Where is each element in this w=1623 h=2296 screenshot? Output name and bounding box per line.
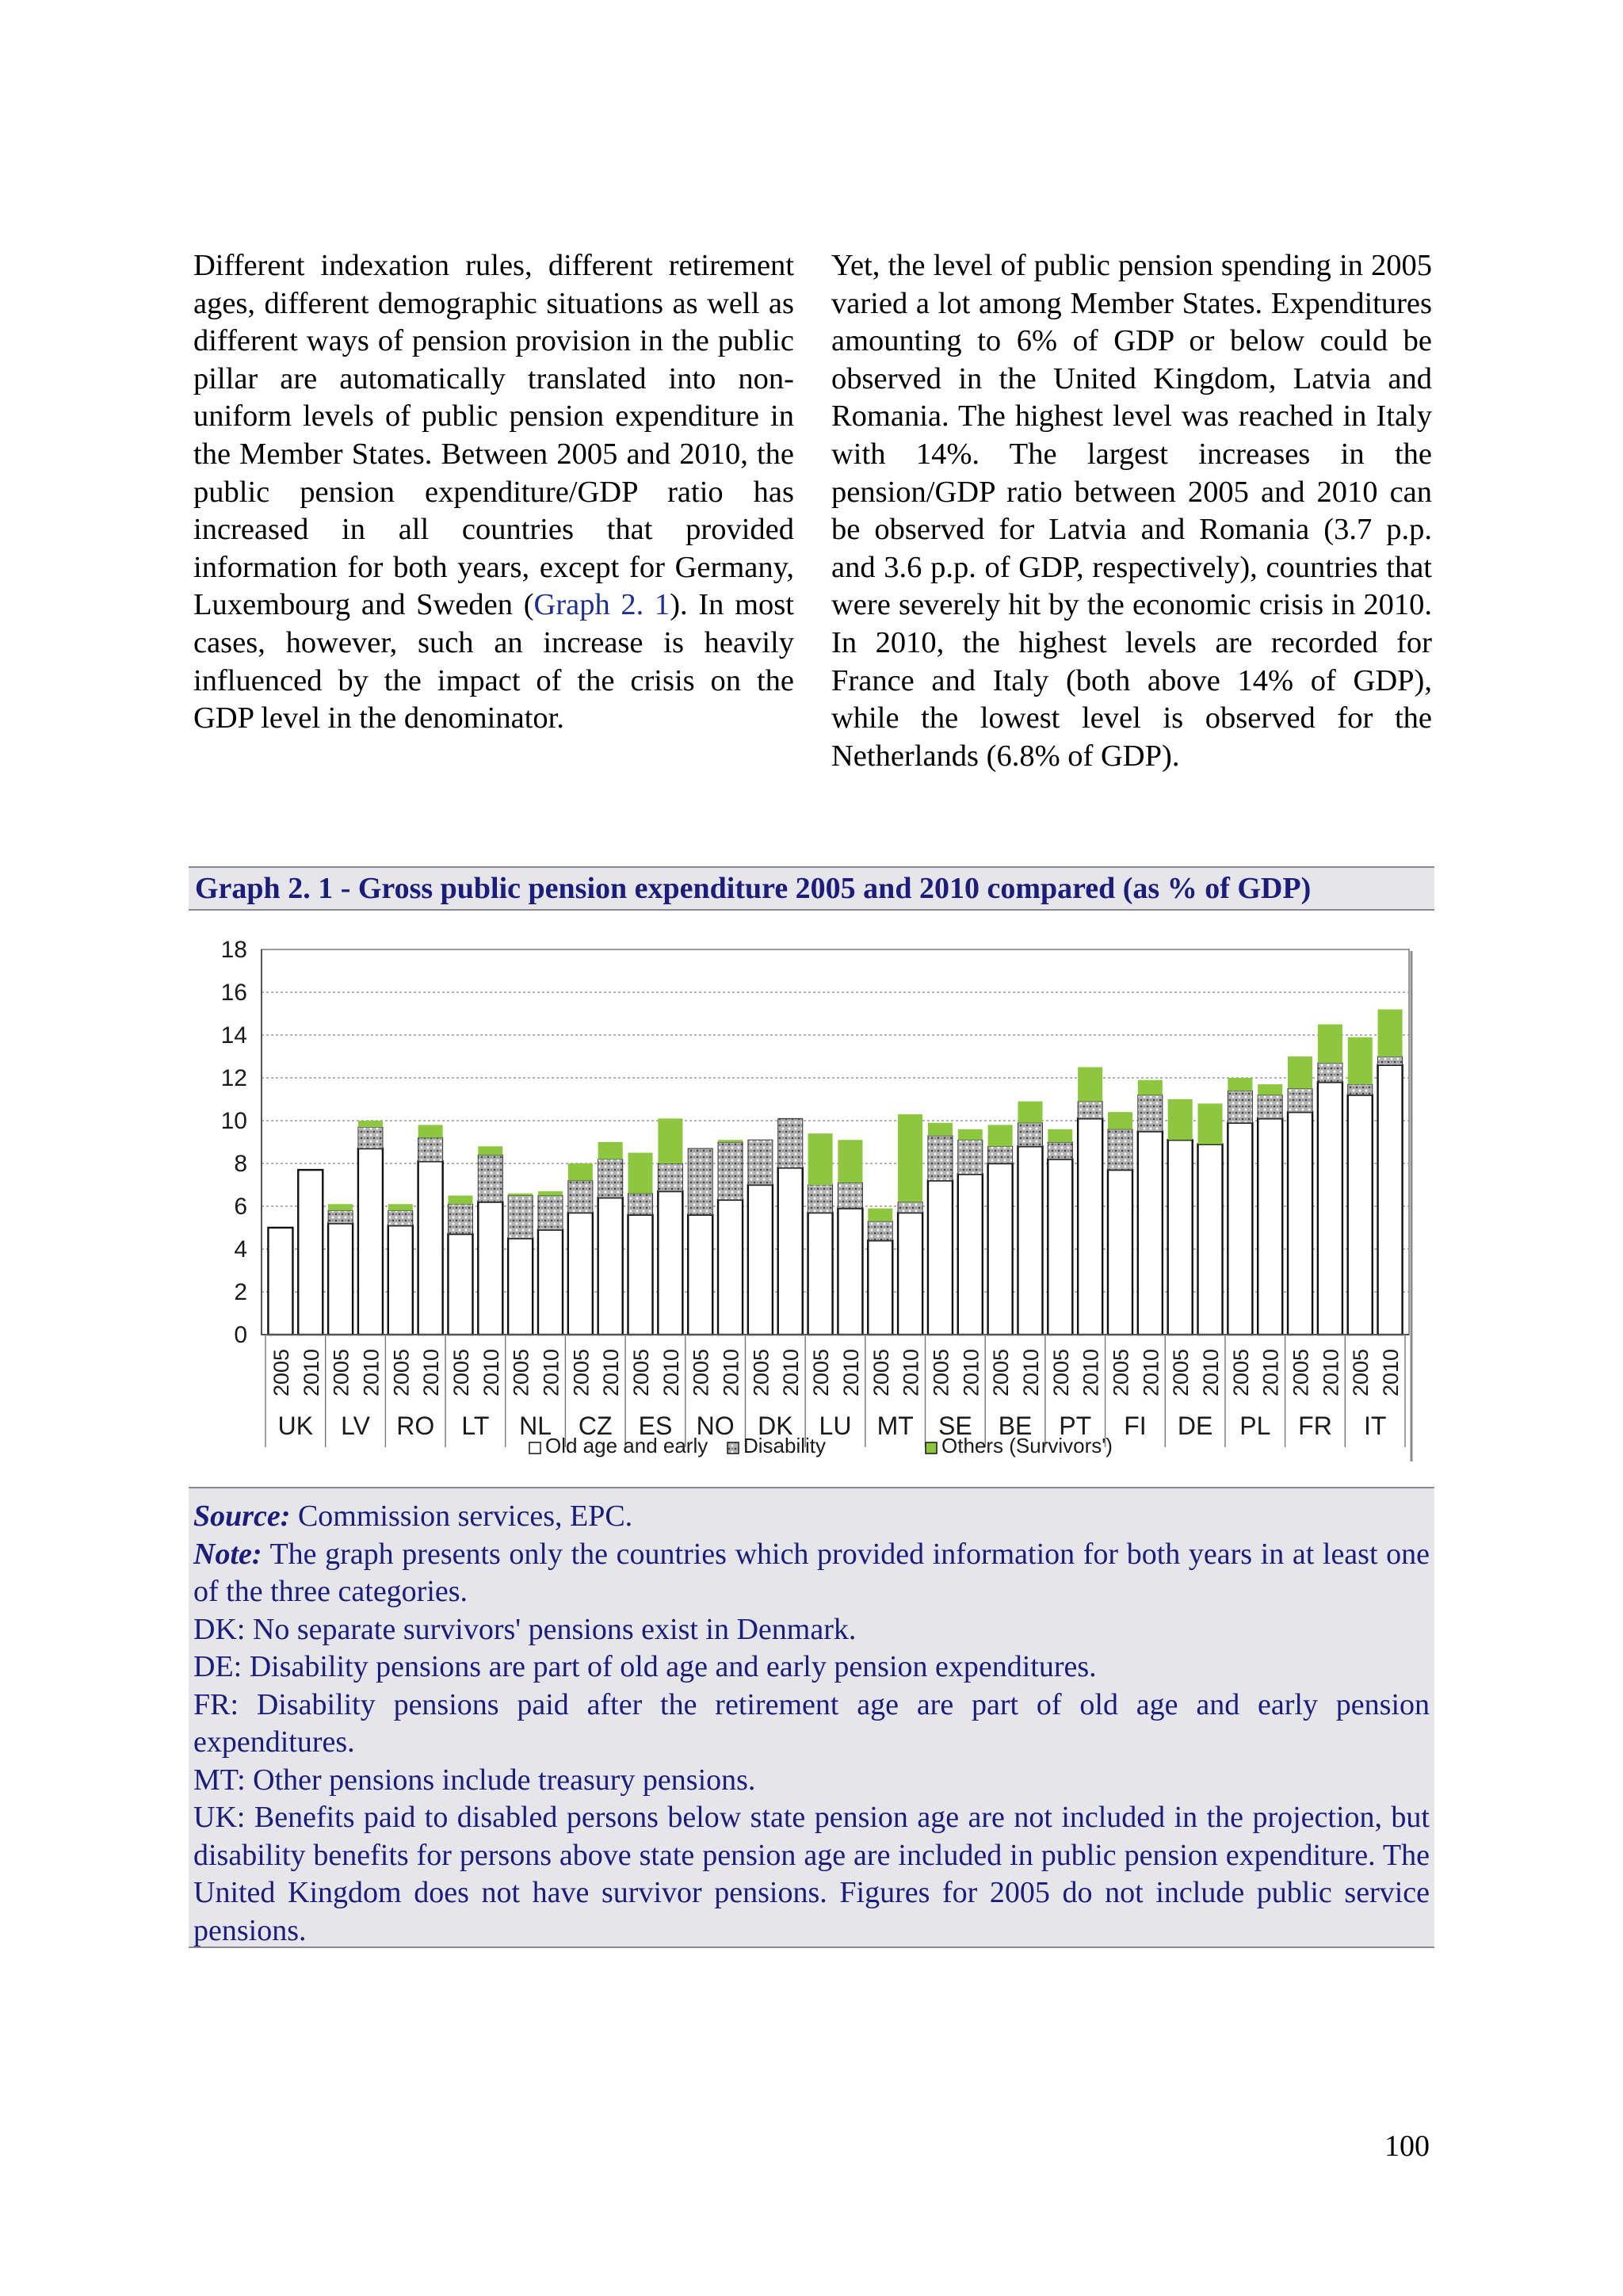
bar-old-age xyxy=(1078,1118,1102,1335)
year-tick-label: 2010 xyxy=(1079,1348,1103,1397)
year-tick-label: 2010 xyxy=(959,1348,983,1397)
bar-old-age xyxy=(1138,1132,1163,1335)
y-tick-label: 12 xyxy=(220,1065,247,1091)
bar-old-age xyxy=(868,1240,892,1335)
source-line xyxy=(193,1498,1430,1536)
bar-old-age xyxy=(568,1213,593,1335)
year-tick-label: 2010 xyxy=(719,1348,743,1397)
bar-old-age xyxy=(718,1200,743,1335)
bar-disability xyxy=(868,1221,892,1240)
bar-old-age xyxy=(898,1213,922,1335)
bar-old-age xyxy=(538,1230,563,1335)
bar-disability xyxy=(1258,1095,1282,1119)
year-tick-label: 2010 xyxy=(1199,1348,1224,1397)
bar-disability xyxy=(508,1196,533,1239)
year-tick-label: 2010 xyxy=(1258,1348,1283,1397)
legend-label: Disability xyxy=(743,1434,827,1457)
bar-disability xyxy=(568,1181,593,1213)
bar-disability xyxy=(538,1196,563,1230)
year-tick-label: 2005 xyxy=(1228,1348,1253,1397)
country-tick-label: FI xyxy=(1124,1412,1147,1440)
bar-disability xyxy=(1138,1095,1163,1132)
bar-survivors xyxy=(838,1140,862,1182)
note-text: The graph presents only the countries which provided information for both years in at least one of the three categories. xyxy=(193,1537,1430,1608)
bar-survivors xyxy=(1078,1068,1102,1102)
bar-survivors xyxy=(478,1146,502,1155)
year-tick-label: 2010 xyxy=(899,1348,923,1397)
left-paragraph-text-2: ). In most cases, however, such an increase is heavily influenced by the impact of the crisis on the GDP level in the denominator. xyxy=(193,588,794,735)
bar-survivors xyxy=(1198,1103,1223,1144)
note-de: DE: Disability pensions are part of old age and early pension expenditures. xyxy=(193,1650,1097,1683)
left-paragraph xyxy=(193,247,794,738)
y-tick-label: 6 xyxy=(234,1194,247,1220)
legend-label: Old age and early xyxy=(545,1434,708,1457)
bar-disability xyxy=(1318,1063,1342,1082)
bar-old-age xyxy=(598,1198,623,1335)
bar-survivors xyxy=(868,1209,892,1221)
year-tick-label: 2005 xyxy=(989,1348,1014,1397)
bar-disability xyxy=(1108,1129,1132,1170)
country-tick-label: MT xyxy=(876,1412,914,1440)
note-fr: FR: Disability pensions paid after the retirement age are part of old age and early pension expenditures. xyxy=(193,1687,1430,1759)
year-tick-label: 2005 xyxy=(569,1348,594,1397)
country-tick-label: BE xyxy=(998,1412,1033,1440)
bar-old-age xyxy=(328,1224,353,1335)
right-column xyxy=(831,247,1432,775)
bar-survivors xyxy=(628,1153,653,1194)
bar-disability xyxy=(1048,1142,1072,1159)
graph-title-bar xyxy=(189,866,1434,911)
year-tick-label: 2005 xyxy=(749,1348,773,1397)
year-tick-label: 2005 xyxy=(1169,1348,1193,1397)
year-tick-label: 2005 xyxy=(809,1348,834,1397)
bar-survivors xyxy=(898,1114,922,1202)
bar-survivors xyxy=(928,1123,953,1136)
year-tick-label: 2010 xyxy=(1139,1348,1163,1397)
country-tick-label: PT xyxy=(1059,1412,1092,1440)
y-tick-label: 10 xyxy=(220,1108,247,1134)
bar-survivors xyxy=(448,1196,472,1205)
year-tick-label: 2005 xyxy=(629,1348,654,1397)
country-tick-label: NO xyxy=(696,1412,735,1440)
year-tick-label: 2010 xyxy=(659,1348,683,1397)
country-tick-label: ES xyxy=(638,1412,673,1440)
bar-survivors xyxy=(1228,1078,1252,1091)
bar-survivors xyxy=(988,1125,1013,1146)
y-tick-label: 16 xyxy=(220,980,247,1006)
note-dk: DK: No separate survivors' pensions exist in Denmark. xyxy=(193,1612,857,1646)
bar-old-age xyxy=(478,1202,502,1335)
note-label: Note: xyxy=(193,1537,262,1571)
country-tick-label: LT xyxy=(461,1412,490,1440)
bar-old-age xyxy=(988,1163,1013,1335)
bar-old-age xyxy=(1168,1140,1193,1335)
year-tick-label: 2005 xyxy=(1109,1348,1133,1397)
bar-old-age xyxy=(658,1191,682,1335)
year-tick-label: 2010 xyxy=(1018,1348,1043,1397)
page-number: 100 xyxy=(1384,2130,1430,2163)
y-tick-label: 14 xyxy=(220,1022,247,1049)
country-tick-label: DE xyxy=(1177,1412,1213,1440)
bar-disability xyxy=(1348,1084,1373,1095)
year-tick-label: 2005 xyxy=(1048,1348,1073,1397)
bar-old-age xyxy=(1228,1123,1252,1335)
graph-reference-link[interactable]: Graph 2. 1 xyxy=(533,588,670,622)
country-tick-label: NL xyxy=(519,1412,552,1440)
year-tick-label: 2005 xyxy=(269,1348,293,1397)
bar-disability xyxy=(898,1202,922,1213)
year-tick-label: 2005 xyxy=(1289,1348,1313,1397)
country-tick-label: LU xyxy=(819,1412,852,1440)
bar-disability xyxy=(928,1136,953,1181)
bar-disability xyxy=(958,1140,983,1174)
source-text: Commission services, EPC. xyxy=(290,1499,633,1533)
bar-disability xyxy=(598,1159,623,1198)
bar-disability xyxy=(1018,1123,1042,1147)
y-tick-label: 18 xyxy=(220,937,247,963)
note-mt: MT: Other pensions include treasury pensions. xyxy=(193,1763,756,1797)
country-tick-label: DK xyxy=(758,1412,793,1440)
bar-old-age xyxy=(1198,1144,1223,1335)
country-tick-label: SE xyxy=(938,1412,972,1440)
bar-old-age xyxy=(778,1167,803,1335)
year-tick-label: 2010 xyxy=(1319,1348,1343,1397)
bar-survivors xyxy=(718,1140,743,1142)
bar-old-age xyxy=(1348,1095,1373,1335)
bar-disability xyxy=(388,1210,413,1225)
y-tick-label: 2 xyxy=(234,1279,247,1305)
bar-old-age xyxy=(838,1209,862,1335)
bar-survivors xyxy=(1138,1080,1163,1095)
bar-old-age xyxy=(448,1234,472,1335)
y-tick-label: 0 xyxy=(234,1322,247,1348)
note-line xyxy=(193,1536,1430,1611)
year-tick-label: 2010 xyxy=(838,1348,863,1397)
bar-disability xyxy=(778,1118,803,1167)
year-tick-label: 2005 xyxy=(869,1348,893,1397)
bar-disability xyxy=(1228,1091,1252,1123)
chart-container xyxy=(189,927,1434,1482)
bar-old-age xyxy=(808,1213,833,1335)
left-paragraph-text-1: Different indexation rules, different retirement ages, different demographic situations as well as different ways of pension provision in the public pillar are automatically translated into non-uniform levels of public pension expenditure in the Member States. Between 2005 and 2010, the public pension expenditure/GDP ratio has increased in all countries that provided information for both years, except for Germany, Luxembourg and Sweden ( xyxy=(193,249,794,622)
bar-disability xyxy=(808,1185,833,1213)
country-tick-label: CZ xyxy=(578,1412,613,1440)
year-tick-label: 2010 xyxy=(479,1348,503,1397)
bar-old-age xyxy=(1288,1112,1312,1335)
bar-old-age xyxy=(1048,1159,1072,1335)
country-tick-label: PL xyxy=(1239,1412,1271,1440)
bar-disability xyxy=(448,1204,472,1234)
right-paragraph: Yet, the level of public pension spending in 2005 varied a lot among Member States. Expenditures amounting to 6% of GDP or below could be observed in the United Kingdom, Latvia and Romania. The highest level was reached in Italy with 14%. The largest increases in the pension/GDP ratio between 2005 and 2010 can be observed for Latvia and Romania (3.7 p.p. and 3.6 p.p. of GDP, respectively), countries that were severely hit by the economic crisis in 2010. In 2010, the highest levels are recorded for France and Italy (both above 14% of GDP), while the lowest level is observed for the Netherlands (6.8% of GDP). xyxy=(831,249,1432,773)
bar-disability xyxy=(658,1163,682,1191)
country-tick-label: RO xyxy=(396,1412,435,1440)
bar-old-age xyxy=(628,1215,653,1335)
bar-survivors xyxy=(1318,1025,1342,1064)
bar-disability xyxy=(478,1155,502,1201)
legend-swatch xyxy=(926,1442,937,1454)
bar-old-age xyxy=(958,1175,983,1335)
legend-label: Others (Survivors') xyxy=(941,1434,1113,1457)
year-tick-label: 2005 xyxy=(929,1348,953,1397)
year-tick-label: 2010 xyxy=(419,1348,444,1397)
bar-disability xyxy=(1288,1089,1312,1113)
bar-survivors xyxy=(1378,1010,1403,1056)
bar-disability xyxy=(358,1127,383,1148)
bar-disability xyxy=(328,1210,353,1223)
bar-survivors xyxy=(1348,1037,1373,1084)
year-tick-label: 2010 xyxy=(299,1348,323,1397)
note-uk: UK: Benefits paid to disabled persons below state pension age are not included in the projection, but disability benefits for persons above state pension age are included in public pension expenditure. The United Kingdom does not have survivor pensions. Figures for 2005 do not include public service pensions. xyxy=(193,1801,1430,1947)
bar-disability xyxy=(688,1148,712,1215)
year-tick-label: 2010 xyxy=(359,1348,384,1397)
year-tick-label: 2005 xyxy=(329,1348,353,1397)
bar-old-age xyxy=(298,1170,323,1335)
bar-old-age xyxy=(928,1181,953,1335)
bar-survivors xyxy=(1288,1056,1312,1089)
bar-old-age xyxy=(688,1215,712,1335)
country-tick-label: IT xyxy=(1363,1412,1387,1440)
bar-survivors xyxy=(388,1204,413,1210)
country-tick-label: LV xyxy=(341,1412,370,1440)
bar-disability xyxy=(1078,1102,1102,1119)
bar-old-age xyxy=(418,1161,443,1335)
country-tick-label: FR xyxy=(1298,1412,1332,1440)
bar-disability xyxy=(718,1142,743,1200)
year-tick-label: 2005 xyxy=(449,1348,473,1397)
bar-disability xyxy=(838,1182,862,1208)
bar-old-age xyxy=(358,1148,383,1335)
bar-survivors xyxy=(808,1133,833,1185)
bar-old-age xyxy=(1018,1146,1042,1335)
year-tick-label: 2010 xyxy=(539,1348,563,1397)
bar-old-age xyxy=(748,1185,773,1335)
y-tick-label: 4 xyxy=(234,1236,247,1263)
bar-survivors xyxy=(1168,1099,1193,1140)
bar-old-age xyxy=(508,1239,533,1335)
bar-survivors xyxy=(1018,1102,1042,1123)
legend-swatch xyxy=(529,1442,540,1454)
year-tick-label: 2010 xyxy=(599,1348,624,1397)
bar-old-age xyxy=(1258,1118,1282,1335)
pension-expenditure-chart xyxy=(189,927,1434,1482)
bar-survivors xyxy=(508,1194,533,1196)
bar-survivors xyxy=(1048,1129,1072,1142)
bar-old-age xyxy=(1318,1082,1342,1335)
bar-old-age xyxy=(268,1228,292,1335)
country-tick-label: UK xyxy=(277,1412,314,1440)
bar-old-age xyxy=(388,1225,413,1335)
bar-disability xyxy=(418,1138,443,1162)
bar-survivors xyxy=(1108,1112,1132,1129)
bar-survivors xyxy=(958,1129,983,1140)
bar-old-age xyxy=(1108,1170,1132,1335)
bar-survivors xyxy=(358,1121,383,1127)
source-label: Source: xyxy=(193,1499,291,1533)
legend-swatch xyxy=(727,1442,739,1454)
bar-survivors xyxy=(538,1191,563,1195)
bar-survivors xyxy=(418,1125,443,1137)
notes-box xyxy=(189,1487,1434,1948)
year-tick-label: 2005 xyxy=(389,1348,414,1397)
bar-survivors xyxy=(598,1142,623,1159)
year-tick-label: 2005 xyxy=(509,1348,533,1397)
bar-disability xyxy=(1378,1056,1403,1065)
bar-survivors xyxy=(568,1163,593,1181)
y-tick-label: 8 xyxy=(234,1151,247,1177)
bar-survivors xyxy=(658,1118,682,1163)
bar-survivors xyxy=(328,1204,353,1210)
year-tick-label: 2005 xyxy=(689,1348,713,1397)
bar-survivors xyxy=(1258,1084,1282,1095)
bar-disability xyxy=(748,1140,773,1185)
bar-disability xyxy=(628,1194,653,1215)
bar-disability xyxy=(988,1146,1013,1163)
graph-title: Graph 2. 1 - Gross public pension expenditure 2005 and 2010 compared (as % of GDP) xyxy=(195,872,1312,905)
bar-old-age xyxy=(1378,1065,1403,1335)
left-column xyxy=(193,247,794,738)
year-tick-label: 2005 xyxy=(1349,1348,1373,1397)
year-tick-label: 2010 xyxy=(779,1348,804,1397)
year-tick-label: 2010 xyxy=(1379,1348,1403,1397)
